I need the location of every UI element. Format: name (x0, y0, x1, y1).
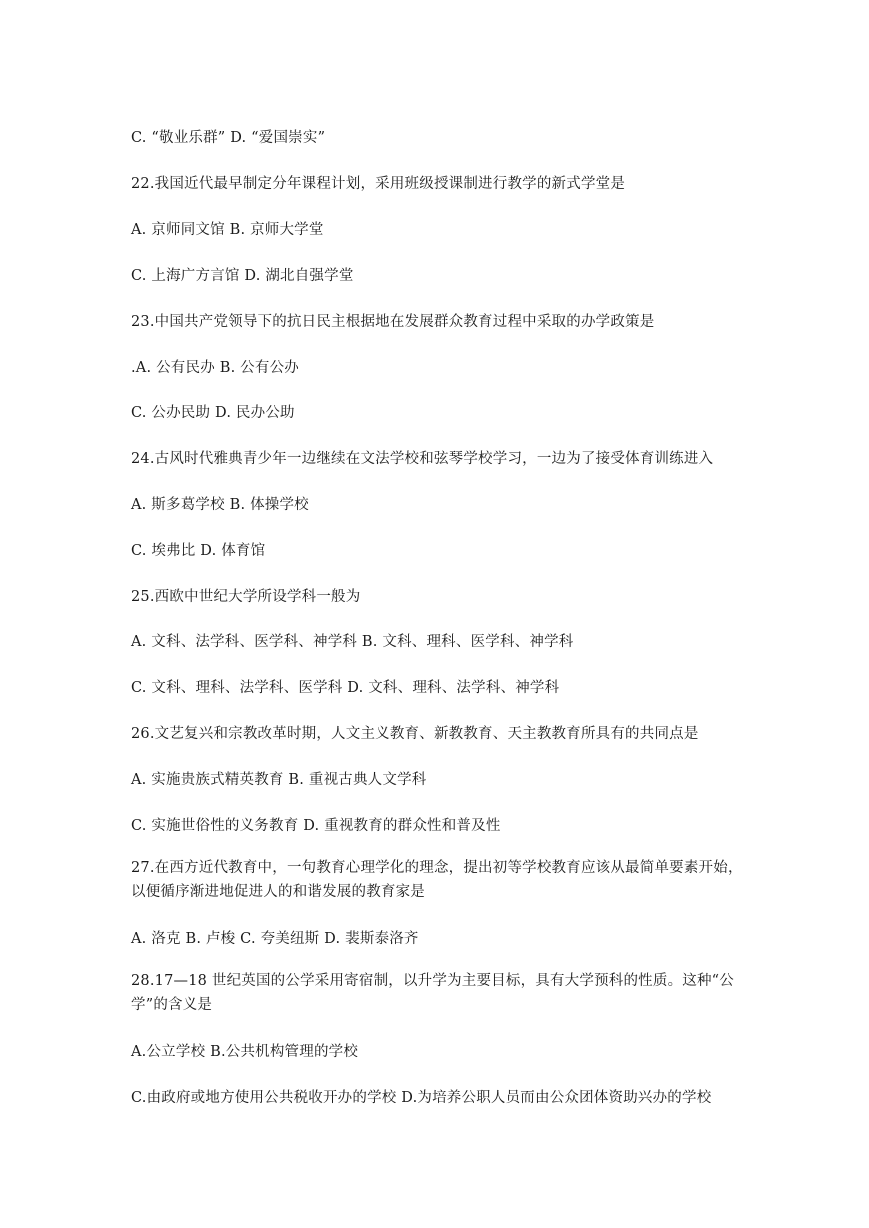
question-28-options-ab: A.公立学校 B.公共机构管理的学校 (131, 1044, 359, 1060)
question-24-stem: 24.古风时代雅典青少年一边继续在文法学校和弦琴学校学习，一边为了接受体育训练进入 (131, 451, 714, 467)
question-27-stem: 27.在西方近代教育中，一句教育心理学化的理念，提出初等学校教育应该从最简单要素开始，以便循序渐进地促进人的和谐发展的教育家是 (131, 860, 743, 900)
question-22-options-ab: A. 京师同文馆 B. 京师大学堂 (131, 222, 324, 238)
question-28-options-cd: C.由政府或地方使用公共税收开办的学校 D.为培养公职人员而由公众团体资助兴办的学校 (131, 1090, 712, 1106)
question-25-options-ab: A. 文科、法学科、医学科、神学科 B. 文科、理科、医学科、神学科 (131, 634, 574, 650)
question-26-stem: 26.文艺复兴和宗教改革时期，人文主义教育、新教教育、天主教教育所具有的共同点是 (131, 726, 699, 742)
question-26-options-cd: C. 实施世俗性的义务教育 D. 重视教育的群众性和普及性 (131, 818, 501, 834)
question-25-stem: 25.西欧中世纪大学所设学科一般为 (131, 589, 361, 605)
question-24-options-ab: A. 斯多葛学校 B. 体操学校 (131, 497, 309, 513)
question-24-options-cd: C. 埃弗比 D. 体育馆 (131, 543, 266, 559)
question-22-options-cd: C. 上海广方言馆 D. 湖北自强学堂 (131, 268, 354, 284)
question-25-options-cd: C. 文科、理科、法学科、医学科 D. 文科、理科、法学科、神学科 (131, 680, 560, 696)
question-28-stem: 28.17—18 世纪英国的公学采用寄宿制，以升学为主要目标，具有大学预科的性质。这种“公学”的含义是 (131, 973, 734, 1013)
question-21-options-cd: C. “敬业乐群” D. “爱国崇实” (131, 130, 326, 146)
question-27-options: A. 洛克 B. 卢梭 C. 夸美纽斯 D. 裴斯泰洛齐 (131, 931, 419, 947)
question-26-options-ab: A. 实施贵族式精英教育 B. 重视古典人文学科 (131, 772, 427, 788)
question-23-stem: 23.中国共产党领导下的抗日民主根据地在发展群众教育过程中采取的办学政策是 (131, 314, 655, 330)
question-23-options-cd: C. 公办民助 D. 民办公助 (131, 405, 295, 421)
question-23-options-ab: .A. 公有民办 B. 公有公办 (131, 360, 299, 376)
question-22-stem: 22.我国近代最早制定分年课程计划，采用班级授课制进行教学的新式学堂是 (131, 176, 626, 192)
